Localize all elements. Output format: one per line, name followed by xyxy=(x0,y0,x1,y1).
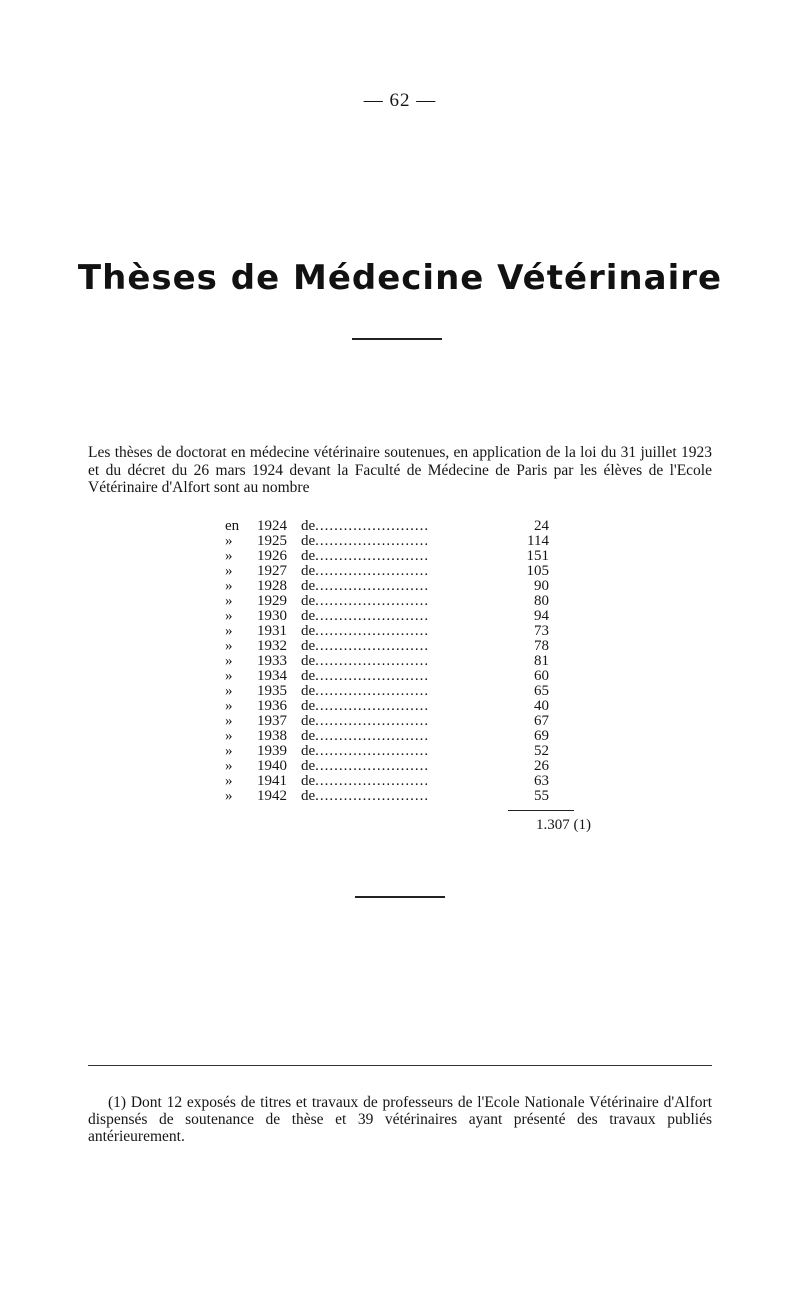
row-count: 81 xyxy=(534,653,549,669)
row-prefix: » xyxy=(225,533,233,549)
row-de-label: de xyxy=(301,549,316,564)
row-prefix: » xyxy=(225,638,233,654)
row-de xyxy=(301,609,501,624)
row-leader-dots: ........................ xyxy=(315,744,430,759)
row-year: 1932 xyxy=(257,638,287,654)
row-de xyxy=(301,789,501,804)
row-de-label: de xyxy=(301,594,316,609)
page-title: Thèses de Médecine Vétérinaire xyxy=(77,258,723,298)
table-row xyxy=(225,519,549,534)
row-year: 1934 xyxy=(257,668,287,684)
row-count: 73 xyxy=(534,623,549,639)
row-prefix: » xyxy=(225,788,233,804)
table-row xyxy=(225,774,549,789)
row-leader-dots: ........................ xyxy=(315,684,430,699)
row-year: 1929 xyxy=(257,593,287,609)
row-de xyxy=(301,669,501,684)
table-row xyxy=(225,564,549,579)
row-count: 151 xyxy=(526,548,549,564)
row-year: 1931 xyxy=(257,623,287,639)
row-count: 69 xyxy=(534,728,549,744)
row-leader-dots: ........................ xyxy=(315,669,430,684)
row-count: 80 xyxy=(534,593,549,609)
row-leader-dots: ........................ xyxy=(315,624,430,639)
row-year: 1928 xyxy=(257,578,287,594)
table-row xyxy=(225,729,549,744)
row-prefix: » xyxy=(225,623,233,639)
table-row xyxy=(225,699,549,714)
row-year: 1941 xyxy=(257,773,287,789)
row-de xyxy=(301,774,501,789)
table-row xyxy=(225,549,549,564)
row-prefix: » xyxy=(225,593,233,609)
row-prefix: » xyxy=(225,683,233,699)
row-prefix: » xyxy=(225,548,233,564)
row-count: 114 xyxy=(527,533,549,549)
row-year: 1926 xyxy=(257,548,287,564)
row-year: 1939 xyxy=(257,743,287,759)
row-count: 26 xyxy=(534,758,549,774)
row-de xyxy=(301,564,501,579)
row-de-label: de xyxy=(301,744,316,759)
row-prefix: » xyxy=(225,728,233,744)
row-leader-dots: ........................ xyxy=(315,699,430,714)
row-year: 1935 xyxy=(257,683,287,699)
table-row xyxy=(225,609,549,624)
row-de-label: de xyxy=(301,699,316,714)
table-row xyxy=(225,624,549,639)
row-leader-dots: ........................ xyxy=(315,789,430,804)
table-row xyxy=(225,669,549,684)
row-prefix: » xyxy=(225,608,233,624)
row-count: 90 xyxy=(534,578,549,594)
row-de xyxy=(301,759,501,774)
row-de xyxy=(301,534,501,549)
row-count: 78 xyxy=(534,638,549,654)
row-leader-dots: ........................ xyxy=(315,714,430,729)
row-prefix: » xyxy=(225,668,233,684)
row-de-label: de xyxy=(301,609,316,624)
row-prefix: » xyxy=(225,653,233,669)
row-count: 60 xyxy=(534,668,549,684)
row-year: 1940 xyxy=(257,758,287,774)
row-year: 1936 xyxy=(257,698,287,714)
total-value: 1.307 (1) xyxy=(536,817,591,833)
row-de xyxy=(301,684,501,699)
table-row xyxy=(225,744,549,759)
row-de xyxy=(301,519,501,534)
row-year: 1937 xyxy=(257,713,287,729)
row-de xyxy=(301,729,501,744)
row-de-label: de xyxy=(301,639,316,654)
row-de-label: de xyxy=(301,789,316,804)
row-prefix: » xyxy=(225,563,233,579)
row-year: 1942 xyxy=(257,788,287,804)
row-de-label: de xyxy=(301,729,316,744)
row-leader-dots: ........................ xyxy=(315,594,430,609)
table-row xyxy=(225,594,549,609)
row-de-label: de xyxy=(301,579,316,594)
table-row xyxy=(225,714,549,729)
row-prefix: en xyxy=(225,518,240,534)
row-year: 1938 xyxy=(257,728,287,744)
row-leader-dots: ........................ xyxy=(315,729,430,744)
row-de xyxy=(301,579,501,594)
table-row xyxy=(225,789,549,804)
row-year: 1925 xyxy=(257,533,287,549)
row-count: 52 xyxy=(534,743,549,759)
row-count: 65 xyxy=(534,683,549,699)
row-de-label: de xyxy=(301,684,316,699)
row-prefix: » xyxy=(225,578,233,594)
row-de-label: de xyxy=(301,714,316,729)
row-de-label: de xyxy=(301,519,316,534)
row-de xyxy=(301,624,501,639)
footnote-rule xyxy=(88,1065,712,1066)
theses-table xyxy=(225,519,549,804)
row-prefix: » xyxy=(225,698,233,714)
row-count: 94 xyxy=(534,608,549,624)
theses-table-body xyxy=(225,519,549,804)
row-de-label: de xyxy=(301,624,316,639)
row-year: 1933 xyxy=(257,653,287,669)
row-count: 63 xyxy=(534,773,549,789)
row-de xyxy=(301,654,501,669)
row-leader-dots: ........................ xyxy=(315,774,430,789)
row-de-label: de xyxy=(301,564,316,579)
row-de xyxy=(301,699,501,714)
row-prefix: » xyxy=(225,743,233,759)
total-rule xyxy=(508,810,574,811)
intro-paragraph: Les thèses de doctorat en médecine vétérinaire soutenues, en application de la loi du 31 juillet 1923 et du décret du 26 mars 1924 devant la Faculté de Médecine de Paris par les élèves de l'Ecole Vétérinaire d'Alfort sont au nombre xyxy=(88,444,712,496)
row-year: 1924 xyxy=(257,518,287,534)
row-de xyxy=(301,744,501,759)
table-row xyxy=(225,654,549,669)
row-leader-dots: ........................ xyxy=(315,759,430,774)
row-prefix: » xyxy=(225,773,233,789)
row-leader-dots: ........................ xyxy=(315,519,430,534)
row-de-label: de xyxy=(301,534,316,549)
row-leader-dots: ........................ xyxy=(315,609,430,624)
row-count: 24 xyxy=(534,518,549,534)
table-row xyxy=(225,684,549,699)
row-de-label: de xyxy=(301,759,316,774)
row-de-label: de xyxy=(301,669,316,684)
row-de-label: de xyxy=(301,654,316,669)
footnote-text: (1) Dont 12 exposés de titres et travaux de professeurs de l'Ecole Nationale Vétérinaire d'Alfort dispensés de soutenance de thèse et 39 vétérinaires ayant présenté des travaux publiés antérieurement. xyxy=(88,1094,712,1145)
row-count: 40 xyxy=(534,698,549,714)
row-de xyxy=(301,549,501,564)
row-leader-dots: ........................ xyxy=(315,534,430,549)
row-prefix: » xyxy=(225,758,233,774)
row-de-label: de xyxy=(301,774,316,789)
title-divider xyxy=(352,338,442,340)
row-leader-dots: ........................ xyxy=(315,639,430,654)
table-row xyxy=(225,759,549,774)
row-leader-dots: ........................ xyxy=(315,549,430,564)
row-de xyxy=(301,714,501,729)
row-count: 105 xyxy=(526,563,549,579)
table-row xyxy=(225,534,549,549)
row-count: 55 xyxy=(534,788,549,804)
footnote xyxy=(88,1094,712,1145)
row-leader-dots: ........................ xyxy=(315,579,430,594)
row-de xyxy=(301,594,501,609)
row-leader-dots: ........................ xyxy=(315,654,430,669)
table-row xyxy=(225,579,549,594)
table-row xyxy=(225,639,549,654)
section-divider xyxy=(355,896,445,898)
page-number: — 62 — xyxy=(363,90,437,111)
row-prefix: » xyxy=(225,713,233,729)
row-year: 1927 xyxy=(257,563,287,579)
row-count: 67 xyxy=(534,713,549,729)
row-leader-dots: ........................ xyxy=(315,564,430,579)
row-de xyxy=(301,639,501,654)
row-year: 1930 xyxy=(257,608,287,624)
